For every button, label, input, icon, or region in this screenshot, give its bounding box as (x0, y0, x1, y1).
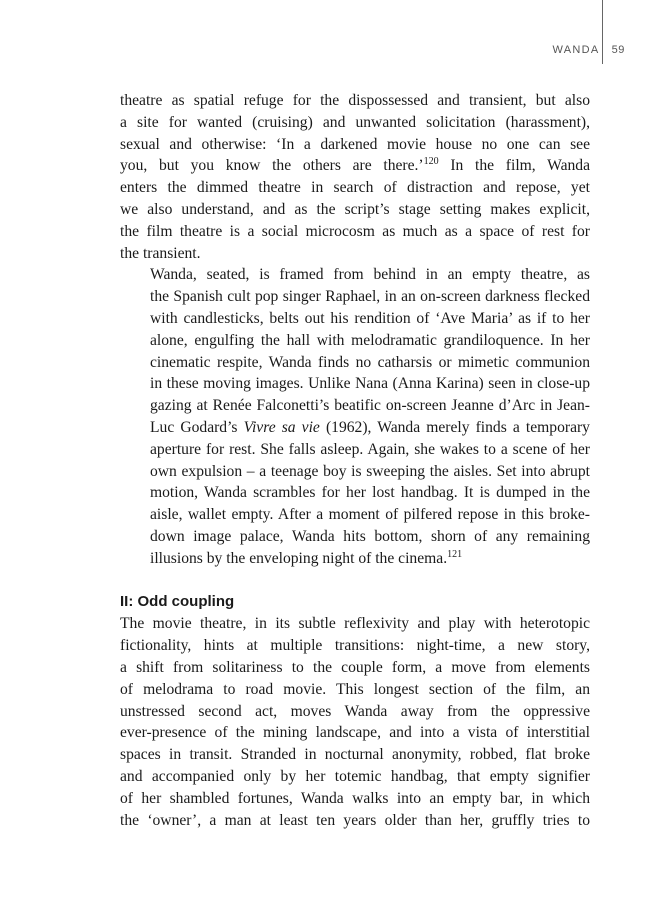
text-line: down image palace, Wanda hits bottom, shorn of any remaining (150, 527, 590, 545)
text-line: aperture for rest. She falls asleep. Again, she wakes to a scene of her (150, 440, 590, 458)
footnote-ref-120[interactable]: 120 (423, 156, 439, 168)
text-line: the ‘owner’, a man at least ten years older than her, gruffly tries to (120, 811, 590, 829)
text-line: a site for wanted (cruising) and unwanted solicitation (harassment), (120, 113, 590, 131)
text-fragment: illusions by the enveloping night of the cinema. (150, 549, 448, 567)
text-line: cinematic respite, Wanda finds no catharsis or mimetic communion (150, 353, 590, 371)
text-line: gazing at Renée Falconetti’s beatific on-screen Jeanne d’Arc in Jean- (150, 397, 590, 415)
text-fragment: you, but you know the others are there.’ (120, 157, 424, 175)
text-line: with candlesticks, belts out his rendition of ‘Ave Maria’ as if to her (150, 309, 590, 327)
text-line: spaces in transit. Stranded in nocturnal anonymity, robbed, flat broke (120, 746, 590, 764)
text-line: theatre as spatial refuge for the dispossessed and transient, but also (120, 92, 590, 109)
running-header (553, 44, 625, 56)
text-line: we also understand, and as the script’s stage setting makes explicit, (120, 200, 590, 218)
text-line: the film theatre is a social microcosm as much as a space of rest for (120, 222, 590, 240)
page-number: 59 (611, 44, 625, 56)
page-body (120, 90, 590, 831)
section-heading: II: Odd coupling (120, 592, 235, 610)
text-line (120, 548, 590, 570)
text-line (120, 417, 590, 439)
paragraph-3 (120, 613, 590, 831)
text-line: unstressed second act, moves Wanda away from the oppressive (120, 702, 590, 720)
text-line: of melodrama to road movie. This longest section of the film, an (120, 680, 590, 698)
text-line: fictionality, hints at multiple transitions: night-time, a new story, (120, 637, 590, 655)
text-line: ever-presence of the mining landscape, and into a vista of interstitial (120, 724, 590, 742)
text-line: alone, engulfing the hall with melodramatic grandiloquence. In her (150, 331, 590, 349)
paragraph-2 (120, 264, 590, 569)
text-line: Wanda, seated, is framed from behind in an empty theatre, as (150, 266, 590, 284)
text-line: of her shambled fortunes, Wanda walks into an empty bar, in which (120, 789, 590, 807)
text-line: aisle, wallet empty. After a moment of pilfered repose in this broke- (150, 506, 590, 524)
text-fragment: (1962), Wanda merely finds a temporary (319, 418, 590, 436)
footnote-ref-121[interactable]: 121 (447, 548, 463, 560)
text-line: in these moving images. Unlike Nana (Anna Karina) seen in close-up (150, 375, 590, 393)
text-line: enters the dimmed theatre in search of distraction and repose, yet (120, 179, 590, 197)
text-line: The movie theatre, in its subtle reflexivity and play with heterotopic (120, 615, 590, 633)
text-line (120, 155, 590, 177)
text-fragment: Luc Godard’s (150, 418, 244, 436)
running-title: WANDA (552, 44, 600, 56)
text-line: and accompanied only by her totemic handbag, that empty signifier (120, 767, 590, 785)
text-line: the transient. (120, 244, 201, 262)
paragraph-1 (120, 90, 590, 264)
text-fragment: In the film, Wanda (438, 157, 590, 175)
film-title: Vivre sa vie (243, 418, 320, 436)
text-line: sexual and otherwise: ‘In a darkened movie house no one can see (120, 135, 590, 153)
text-line: motion, Wanda scrambles for her lost handbag. It is dumped in the (150, 484, 590, 502)
text-line: own expulsion – a teenage boy is sweeping the aisles. Set into abrupt (150, 462, 590, 480)
text-line: the Spanish cult pop singer Raphael, in an on-screen darkness flecked (150, 288, 590, 306)
text-line: a shift from solitariness to the couple form, a move from elements (120, 658, 590, 676)
